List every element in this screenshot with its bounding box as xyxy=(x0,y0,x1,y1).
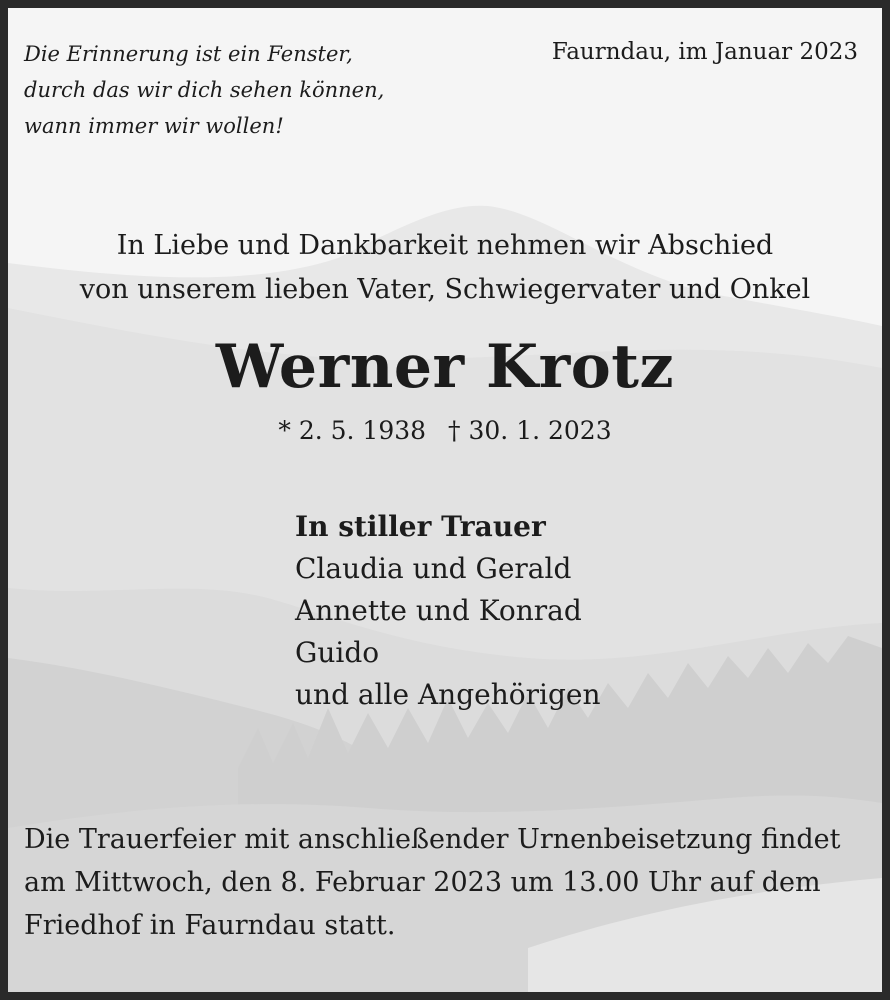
mourner-name: Claudia und Gerald xyxy=(295,552,572,585)
service-line: Friedhof in Faurndau statt. xyxy=(24,910,396,941)
mourner-name: und alle Angehörigen xyxy=(295,678,601,711)
life-dates xyxy=(8,416,882,445)
quote-line: wann immer wir wollen! xyxy=(24,114,284,138)
birth-date: * 2. 5. 1938 xyxy=(278,416,427,445)
service-line: am Mittwoch, den 8. Februar 2023 um 13.00 Uhr auf dem xyxy=(24,867,821,898)
mourner-name: Guido xyxy=(295,636,380,669)
deceased-name: Werner Krotz xyxy=(215,332,675,402)
quote-line: durch das wir dich sehen können, xyxy=(24,78,385,102)
mourning-heading: In stiller Trauer xyxy=(295,510,546,543)
mourners-block xyxy=(295,506,600,716)
intro-line: von unserem lieben Vater, Schwiegervater und Onkel xyxy=(79,274,811,305)
intro-line: In Liebe und Dankbarkeit nehmen wir Abschied xyxy=(116,230,774,261)
service-line: Die Trauerfeier mit anschließender Urnenbeisetzung findet xyxy=(24,824,841,855)
quote-line: Die Erinnerung ist ein Fenster, xyxy=(24,42,353,66)
death-date: † 30. 1. 2023 xyxy=(448,416,612,445)
farewell-intro xyxy=(8,224,882,312)
funeral-service-info xyxy=(24,818,862,947)
place-and-date: Faurndau, im Januar 2023 xyxy=(551,39,858,65)
memorial-quote xyxy=(24,36,444,144)
mourner-name: Annette und Konrad xyxy=(295,594,582,627)
